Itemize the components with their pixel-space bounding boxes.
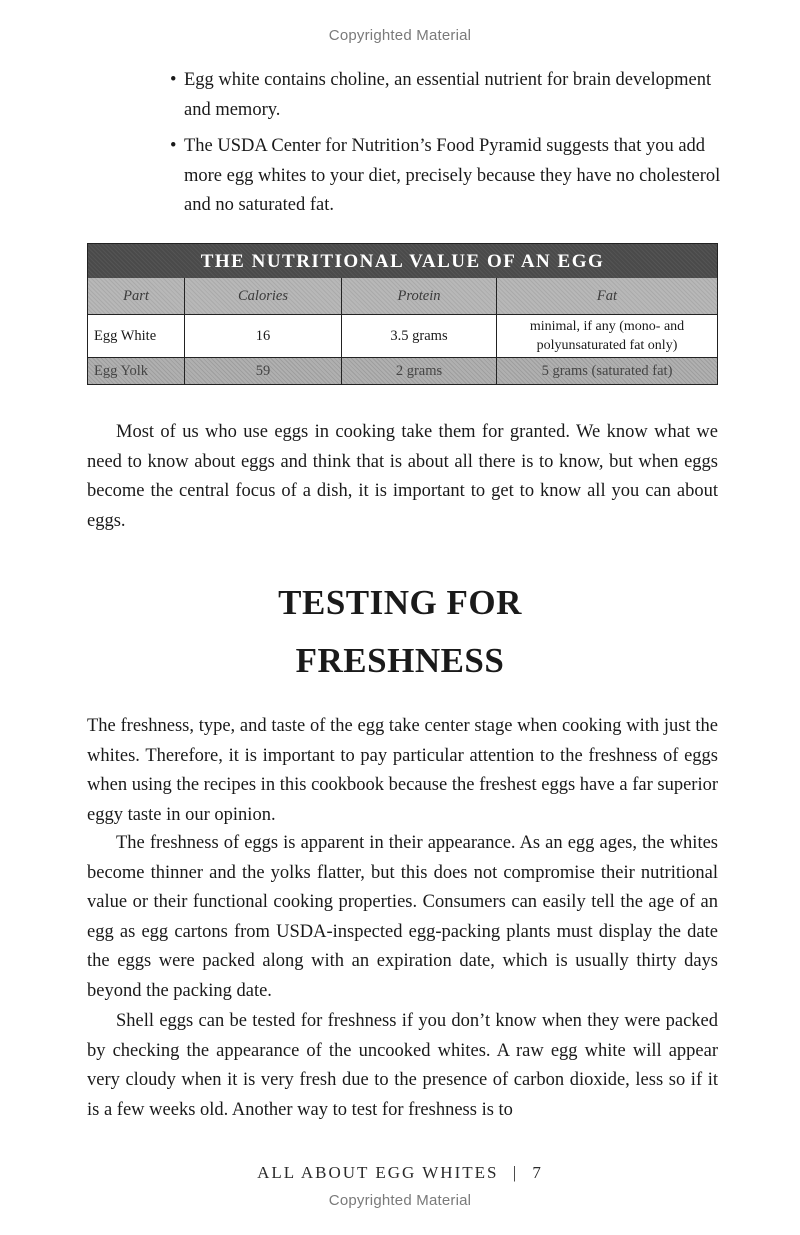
header-calories: Calories [185, 278, 342, 314]
body-paragraph: The freshness, type, and taste of the egg take center stage when cooking with just the whites. Therefore, it is important to pay particular attention to the freshness of eggs when using the recipes in this cookbook because the freshest eggs have a far superior eggy taste in our opinion. [87, 716, 718, 825]
cell-part: Egg Yolk [88, 358, 185, 384]
table-row [88, 314, 717, 358]
heading-line: TESTING FOR [278, 583, 522, 622]
cell-fat: minimal, if any (mono- and polyunsaturated fat only) [529, 319, 685, 353]
table-title: THE NUTRITIONAL VALUE OF AN EGG [88, 244, 717, 278]
table-header-row [88, 278, 717, 314]
cell-calories: 16 [185, 315, 342, 357]
bullet-list [170, 66, 730, 228]
nutrition-table [87, 243, 718, 385]
table-row [88, 358, 717, 384]
cell-fat: 5 grams (saturated fat) [541, 362, 673, 379]
bullet-item [170, 66, 730, 125]
copyright-watermark-top: Copyrighted Material [328, 27, 472, 44]
cell-part: Egg White [88, 315, 185, 357]
copyright-watermark-bottom: Copyrighted Material [328, 1192, 472, 1209]
footer-separator: | [512, 1163, 519, 1182]
bullet-dot-icon: • [170, 70, 177, 90]
cell-calories: 59 [185, 358, 342, 384]
page-footer [0, 1163, 800, 1183]
bullet-dot-icon: • [170, 136, 177, 156]
intro-paragraph: Most of us who use eggs in cooking take them for granted. We know what we need to know about eggs and think that is about all there is to know, but when eggs become the central focus of a dish, it is important to get to know all you can about eggs. [87, 422, 718, 531]
cell-protein: 2 grams [342, 358, 497, 384]
header-fat: Fat [596, 287, 618, 304]
cell-protein: 3.5 grams [342, 315, 497, 357]
body-paragraph: The freshness of eggs is apparent in their appearance. As an egg ages, the whites become thinner and the yolks flatter, but this does not compromise their nutritional value or their functional cooking properties. Consumers can easily tell the age of an egg as egg cartons from USDA-inspected egg-packing plants must display the date the eggs were packed along with an expiration date, which is usually thirty days beyond the packing date. [87, 833, 718, 1001]
page-number: 7 [532, 1163, 543, 1182]
running-title: ALL ABOUT EGG WHITES [257, 1163, 499, 1182]
bullet-text: The USDA Center for Nutrition’s Food Pyramid suggests that you add more egg whites to your diet, precisely because they have no cholesterol and no saturated fat. [184, 136, 721, 215]
section-heading [0, 574, 800, 690]
bullet-text: Egg white contains choline, an essential nutrient for brain development and memory. [184, 70, 712, 120]
bullet-item [170, 132, 730, 221]
header-part: Part [88, 278, 185, 314]
body-paragraph: Shell eggs can be tested for freshness if you don’t know when they were packed by checking the appearance of the uncooked whites. A raw egg white will appear very cloudy when it is very fresh due to the presence of carbon dioxide, less so if it is a few weeks old. Another way to test for freshness is to [87, 1011, 718, 1120]
header-protein: Protein [342, 278, 497, 314]
heading-line: FRESHNESS [295, 641, 505, 680]
